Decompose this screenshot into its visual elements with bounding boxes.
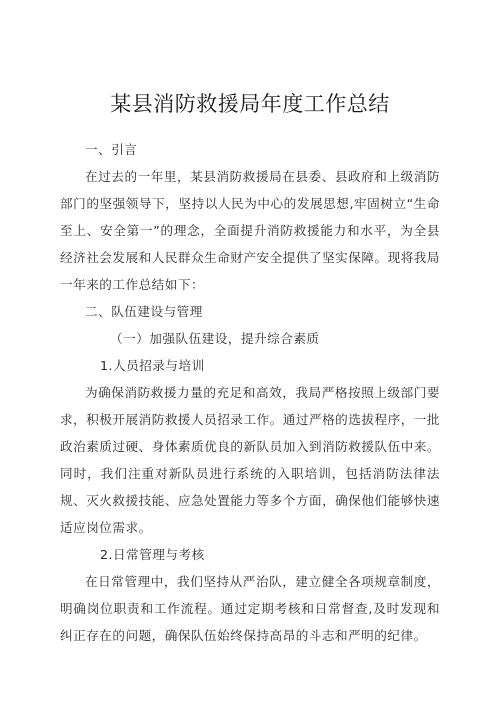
recruitment-paragraph: 为确保消防救援力量的充足和高效，我局严格按照上级部门要求，积极开展消防救援人员招录工作。通过严格的选拔程序，一批政治素质过硬、身体素质优良的新队员加入到消防救援队伍中来。同时，我们注重对新队员进行系统的入职培训，包括消防法律法规、灭火救援技能、应急处置能力等多个方面，确保他们能够快速适应岗位需求。 <box>60 385 440 535</box>
section-heading-intro: 一、引言 <box>85 142 138 157</box>
intro-paragraph: 在过去的一年里，某县消防救援局在县委、县政府和上级消防部门的坚强领导下，坚持以人民为中心的发展思想,牢固树立“生命至上、安全第一”的理念，全面提升消防救援能力和水平，为全县经济社会发展和人民群众生命财产安全提供了坚实保障。现将我局一年来的工作总结如下： <box>60 169 440 292</box>
item-heading-recruitment: 1.人员招录与培训 <box>100 358 205 373</box>
item-heading-management: 2.日常管理与考核 <box>100 547 205 562</box>
document-title: 某县消防救援局年度工作总结 <box>110 92 390 116</box>
section-heading-team: 二、队伍建设与管理 <box>85 304 203 319</box>
subsection-heading: （一）加强队伍建设，提升综合素质 <box>110 331 320 346</box>
document-body <box>60 136 440 649</box>
management-paragraph: 在日常管理中，我们坚持从严治队，建立健全各项规章制度，明确岗位职责和工作流程。通过定期考核和日常督查,及时发现和纠正存在的问题，确保队伍始终保持高昂的斗志和严明的纪律。 <box>60 574 440 643</box>
